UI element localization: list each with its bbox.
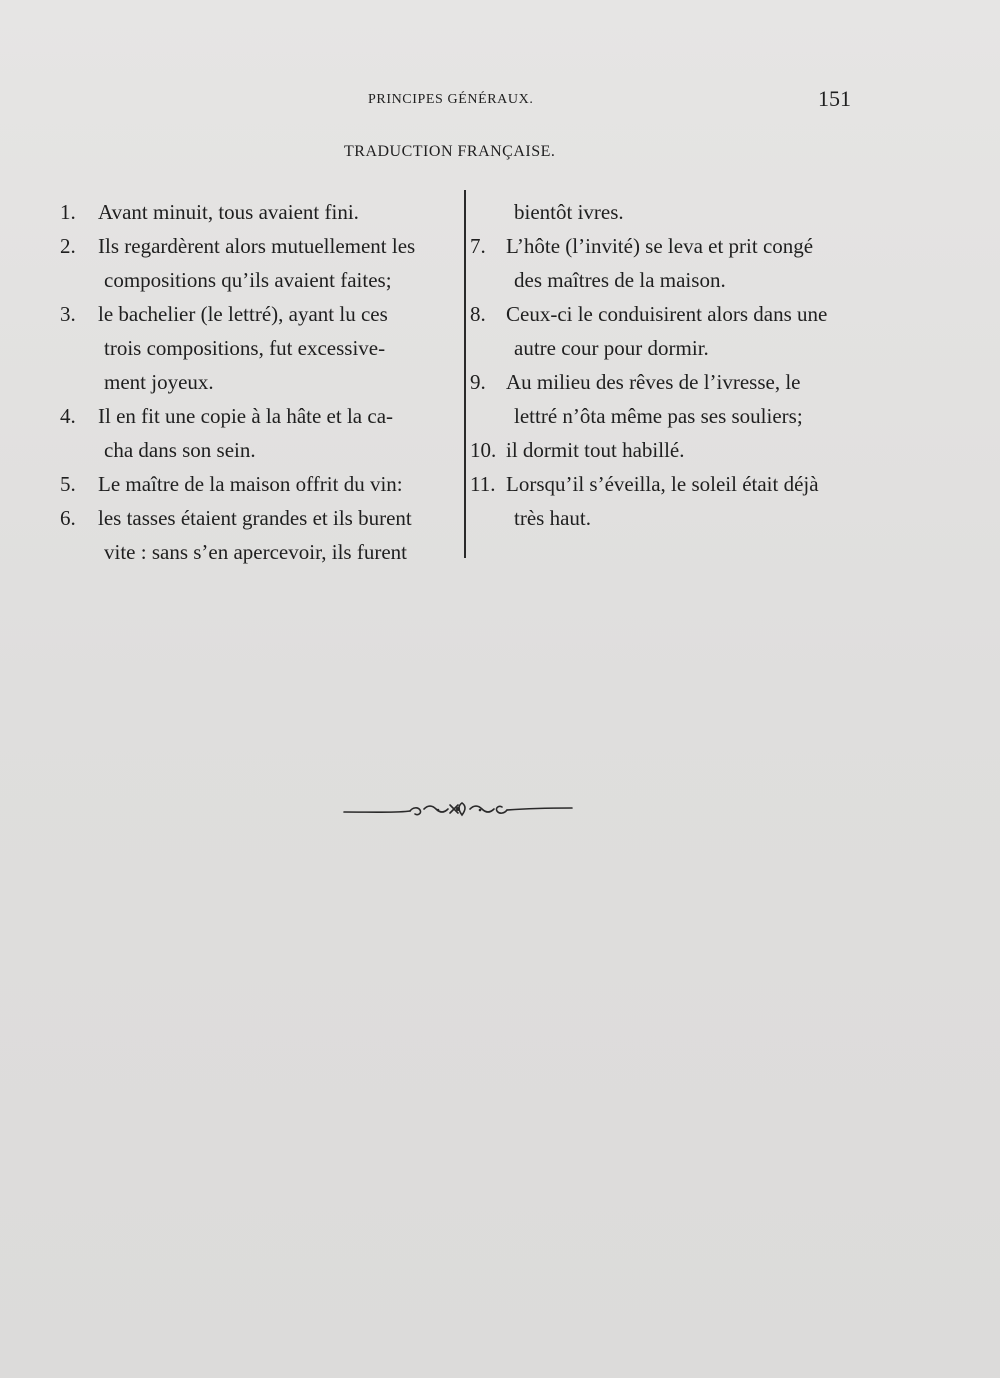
- running-title: PRINCIPES GÉNÉRAUX.: [368, 92, 534, 107]
- item-text: il dormit tout habillé.: [506, 438, 685, 462]
- item-text: Au milieu des rêves de l’ivresse, le: [506, 370, 801, 394]
- page-number: 151: [818, 86, 851, 111]
- list-item: [470, 229, 855, 263]
- list-item-continuation: [470, 195, 855, 229]
- list-item-continuation: [60, 433, 460, 467]
- list-item: [470, 433, 855, 467]
- section-title: TRADUCTION FRANÇAISE.: [344, 143, 556, 160]
- item-number: 2.: [60, 234, 76, 258]
- item-number: 9.: [470, 370, 486, 394]
- item-text: ment joyeux.: [104, 370, 214, 394]
- item-number: 3.: [60, 302, 76, 326]
- item-text: très haut.: [514, 506, 591, 530]
- item-number: 10.: [470, 438, 497, 462]
- item-text: les tasses étaient grandes et ils burent: [98, 506, 412, 530]
- item-text: bientôt ivres.: [514, 200, 624, 224]
- item-text: L’hôte (l’invité) se leva et prit congé: [506, 234, 814, 258]
- item-text: Il en fit une copie à la hâte et la ca-: [98, 404, 394, 428]
- item-text: Ceux-ci le conduisirent alors dans une: [506, 302, 828, 326]
- right-column: [470, 195, 855, 535]
- item-number: 11.: [470, 472, 496, 496]
- list-item: [470, 467, 855, 501]
- item-text: compositions qu’ils avaient faites;: [104, 268, 392, 292]
- item-text: Avant minuit, tous avaient fini.: [98, 200, 359, 224]
- list-item: [60, 467, 460, 501]
- running-head: [0, 86, 1000, 116]
- item-text: Le maître de la maison offrit du vin:: [98, 472, 403, 496]
- item-text: Lorsqu’il s’éveilla, le soleil était déjà: [506, 472, 819, 496]
- list-item: [60, 195, 460, 229]
- item-text: le bachelier (le lettré), ayant lu ces: [98, 302, 388, 326]
- list-item-continuation: [470, 501, 855, 535]
- ornamental-rule-icon: [342, 797, 574, 823]
- item-text: des maîtres de la maison.: [514, 268, 726, 292]
- list-item-continuation: [60, 331, 460, 365]
- item-number: 7.: [470, 234, 486, 258]
- item-text: cha dans son sein.: [104, 438, 256, 462]
- item-number: 4.: [60, 404, 76, 428]
- list-item-continuation: [470, 263, 855, 297]
- item-text: autre cour pour dormir.: [514, 336, 709, 360]
- list-item: [470, 297, 855, 331]
- list-item-continuation: [60, 263, 460, 297]
- list-item-continuation: [470, 399, 855, 433]
- item-text: lettré n’ôta même pas ses souliers;: [514, 404, 803, 428]
- item-number: 1.: [60, 200, 76, 224]
- item-number: 6.: [60, 506, 76, 530]
- item-number: 5.: [60, 472, 76, 496]
- item-text: Ils regardèrent alors mutuellement les: [98, 234, 416, 258]
- list-item: [470, 365, 855, 399]
- list-item-continuation: [60, 535, 460, 569]
- list-item: [60, 297, 460, 331]
- column-divider: [464, 190, 466, 558]
- list-item-continuation: [470, 331, 855, 365]
- list-item: [60, 501, 460, 535]
- item-text: trois compositions, fut excessive-: [104, 336, 386, 360]
- list-item-continuation: [60, 365, 460, 399]
- list-item: [60, 229, 460, 263]
- item-number: 8.: [470, 302, 486, 326]
- item-text: vite : sans s’en apercevoir, ils furent: [104, 540, 407, 564]
- left-column: [60, 195, 460, 569]
- list-item: [60, 399, 460, 433]
